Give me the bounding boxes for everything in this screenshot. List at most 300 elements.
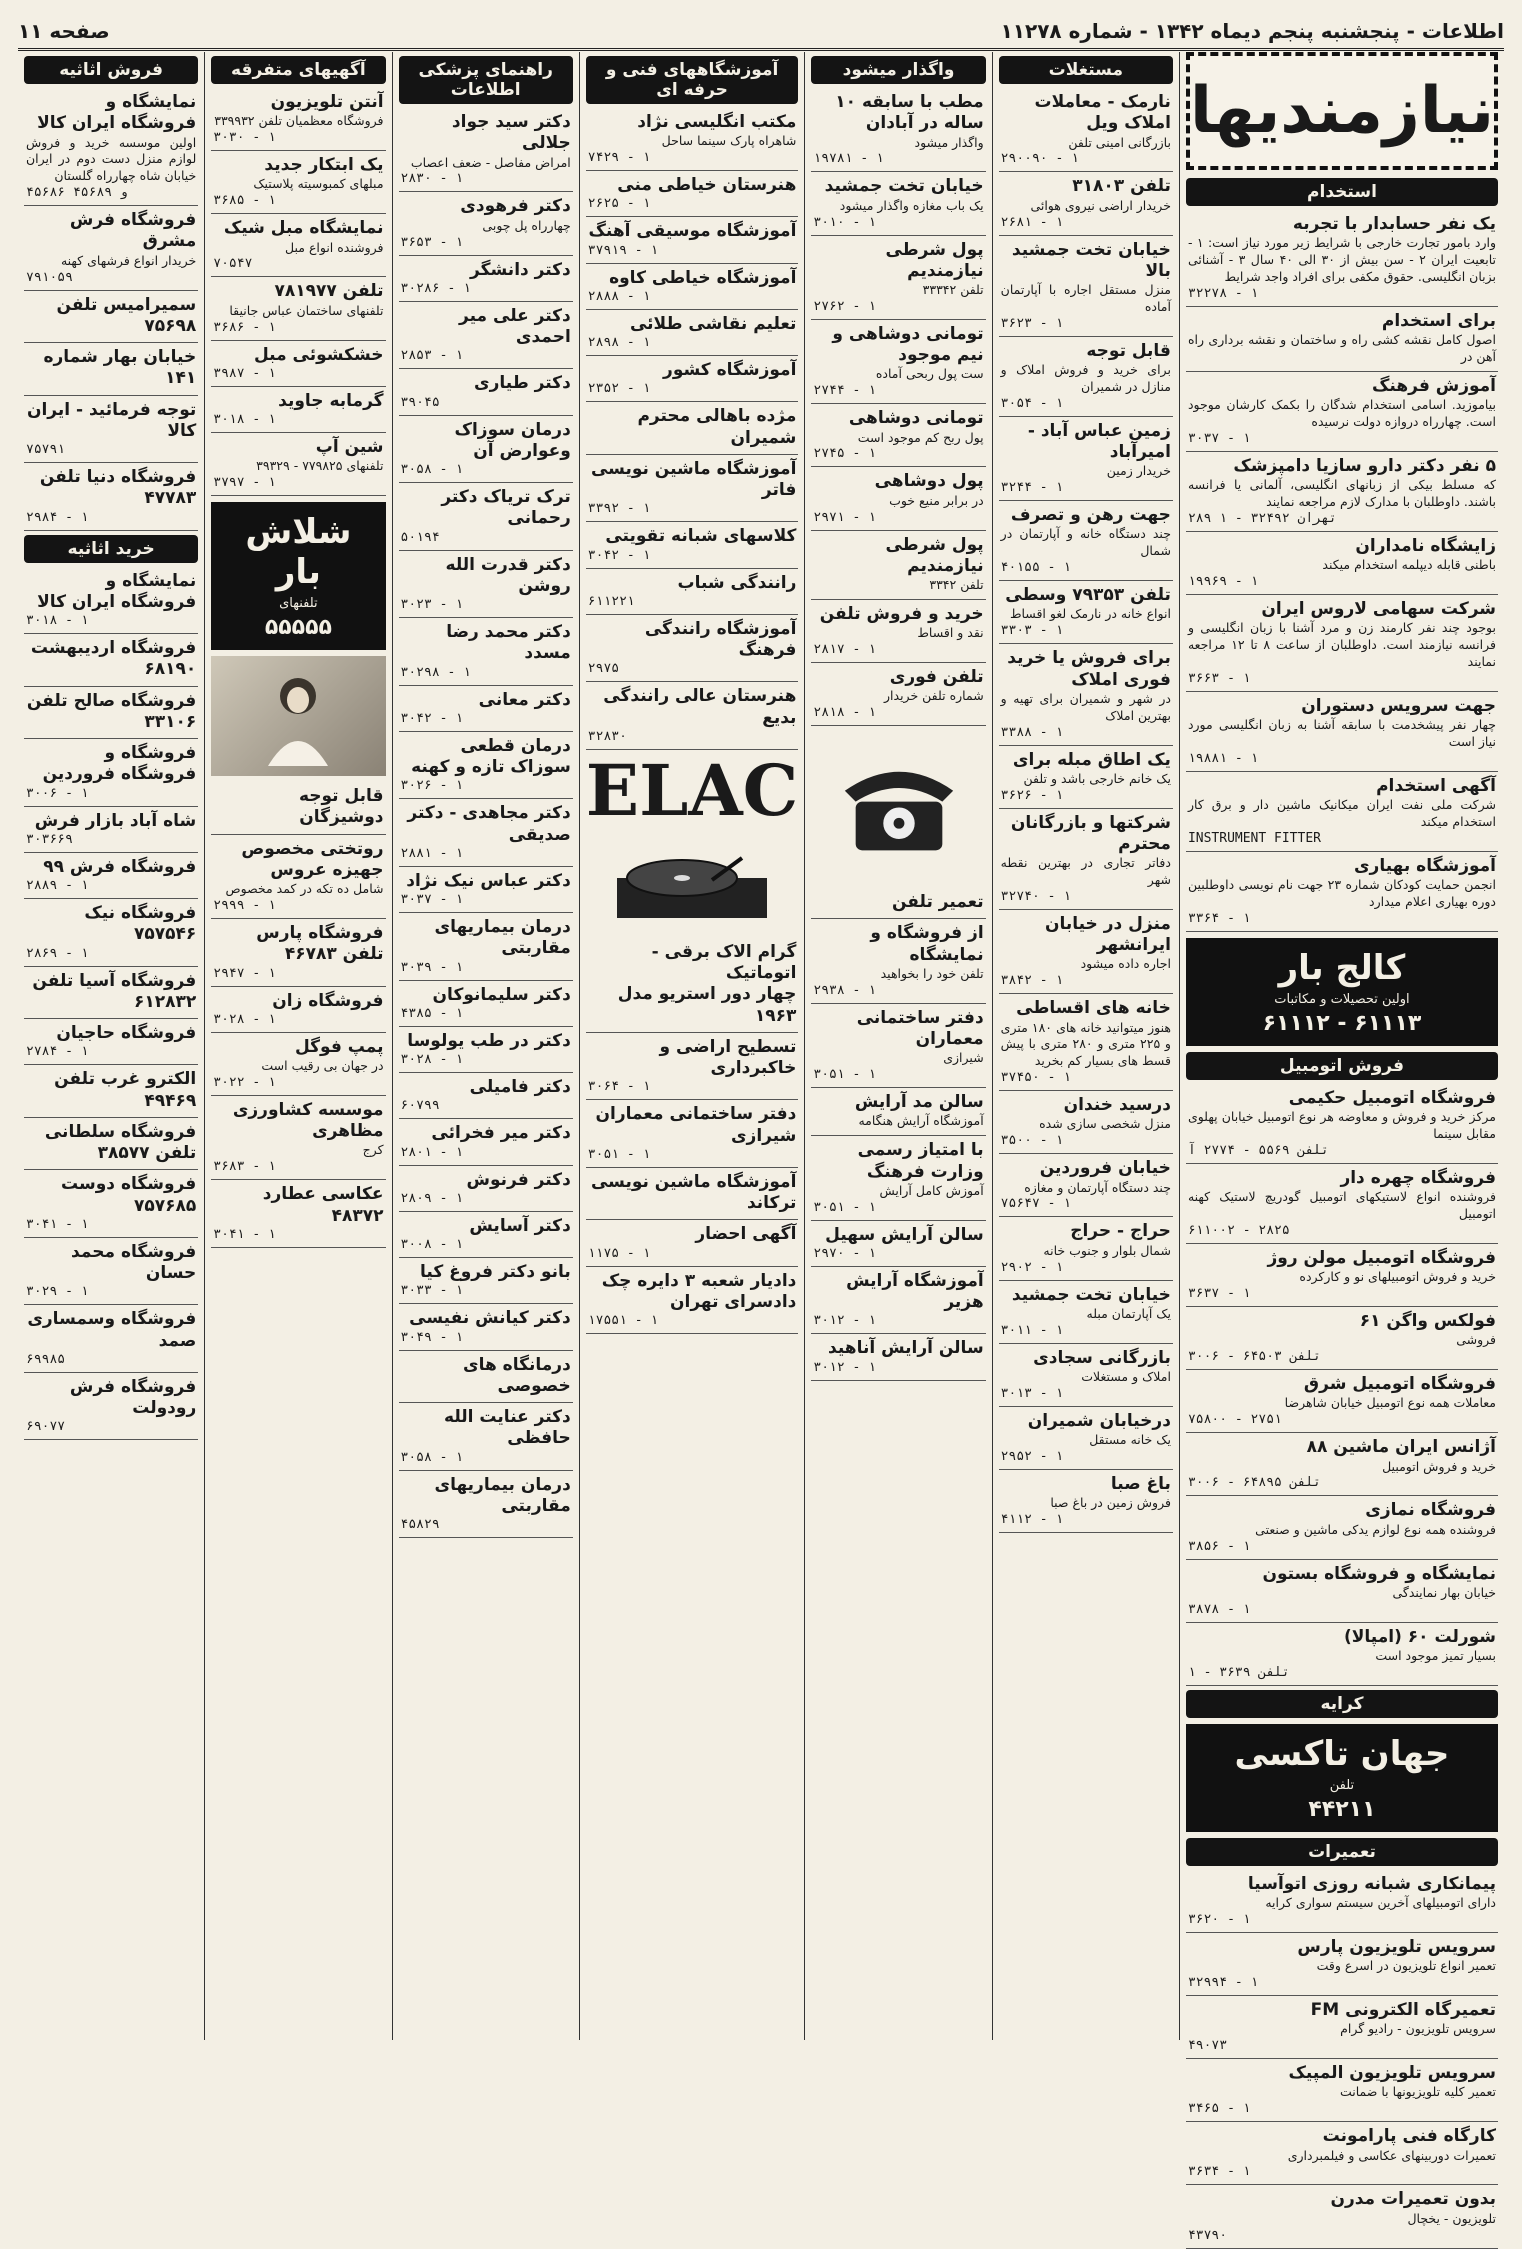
ad-body: مبلهای کمبوسیته پلاستیک	[253, 176, 384, 192]
ad-phone: ۲۹۵۲ - ۱	[1000, 1448, 1064, 1464]
ad-title: سمیرامیس تلفن ۷۵۶۹۸	[56, 294, 197, 336]
ad-phone: ۳۰۲۲ - ۱	[213, 1074, 276, 1090]
ad-body: خریدار اراضی نیروی هوائی	[1030, 197, 1171, 213]
classified-ad	[811, 1004, 985, 1088]
ad-phone: ۲۸۱۷ - ۱	[813, 642, 877, 657]
ad-title: تومانی دوشاهی و نیم موجود	[832, 323, 984, 366]
ad-title: فروشگاه اردیبهشت ۶۸۱۹۰	[30, 638, 197, 680]
ad-phone: تلفن ۵۵۶۹ - ۲۷۷۴ آ	[1187, 1142, 1329, 1158]
classified-ad	[399, 686, 573, 732]
ad-title: قابل توجه	[1086, 340, 1171, 361]
classified-ad	[211, 387, 385, 433]
ad-phone: ۳۰۵۸ - ۱	[400, 462, 464, 477]
ad-phone: ۳۹۰۴۵	[400, 394, 440, 410]
classified-ad	[399, 108, 573, 192]
ad-title: پول شرطی نیازمندیم	[885, 534, 984, 576]
ad-phone: ۳۳۶۴ - ۱	[1187, 910, 1251, 926]
classified-ad	[1186, 1433, 1498, 1496]
classified-ad	[399, 369, 573, 415]
classified-ad	[586, 1220, 799, 1266]
classified-ad	[999, 1281, 1173, 1344]
ad-phone: ۱۹۷۸۱ - ۱	[813, 151, 884, 167]
column-7	[18, 52, 204, 2040]
ad-title: آنتن تلویزیون	[270, 92, 384, 112]
ad-title: آژانس ایران ماشین ۸۸	[1306, 1437, 1496, 1458]
classified-ad	[999, 236, 1173, 337]
ad-body: در جهان بی رقیب است	[261, 1058, 384, 1073]
classified-ad	[811, 531, 985, 600]
columns	[18, 52, 1504, 2243]
ad-title: دکتر عباس نیک نژاد	[406, 870, 571, 891]
classified-ad	[999, 1154, 1173, 1217]
classified-ad	[999, 910, 1173, 994]
ad-title: دکتر قدرت الله روشن	[445, 554, 571, 596]
classified-ad	[399, 551, 573, 619]
ad-title: هنرستان خیاطی منی	[617, 175, 797, 196]
classified-ad	[811, 320, 985, 404]
classified-ad	[1186, 307, 1498, 372]
ad-title: عکاسی عطارد ۴۸۳۷۲	[262, 1184, 384, 1226]
ad-title: فروشگاه اتومبیل شرق	[1303, 1374, 1496, 1395]
classified-ad	[24, 807, 198, 853]
ad-phone: ۳۰۴۲ - ۱	[400, 710, 464, 726]
elac-logo: ELAC	[585, 748, 799, 832]
classified-ad	[999, 417, 1173, 501]
ad-title: خانه های اقساطی	[1016, 998, 1171, 1019]
box-ad-phone: ۶۱۱۱۳ - ۶۱۱۱۲	[1262, 1010, 1422, 1036]
ad-body: فروشگاه معظمیان تلفن ۳۳۹۹۳۲	[214, 113, 384, 129]
ad-phone: ۳۲۹۹۴ - ۱	[1187, 1975, 1259, 1990]
ad-phone: ۲۹۹۹ - ۱	[213, 898, 276, 913]
ad-phone: ۳۰۵۸ - ۱	[400, 1449, 464, 1465]
ad-body: یک خانم خارجی باشد و تلفن	[1023, 770, 1171, 786]
ad-title: آموزشگاه ماشین نویسی فاتر	[590, 458, 797, 501]
ad-phone: ۷۹۱۰۵۹	[26, 269, 73, 285]
ad-phone: ۳۶۳۷ - ۱	[1187, 1286, 1251, 1301]
ad-title: دکتر علی میر احمدی	[459, 305, 571, 347]
ad-phone: ۳۰۲۶ - ۱	[400, 778, 464, 794]
section-banner: کرایه	[1186, 1690, 1498, 1718]
page-header	[18, 14, 1504, 51]
ad-phone: ۳۰۳۰ - ۱	[213, 130, 276, 146]
ad-title: جهت سرویس دستوران	[1301, 695, 1496, 716]
classified-ad	[811, 919, 985, 1003]
ad-body: تعمیر کلیه تلویزیونها با ضمانت	[1340, 2084, 1496, 2100]
ad-phone: ۷۵۸۰۰ - ۲۷۵۱	[1187, 1412, 1282, 1428]
ad-body: شمال بلوار و جنوب خانه	[1043, 1242, 1171, 1258]
ad-title: پیمانکاری شبانه روزی اتوآسیا	[1247, 1873, 1496, 1894]
classified-ad	[399, 913, 573, 981]
telephone-illustration	[811, 732, 985, 882]
ad-title: یک اطاق مبله برای	[1012, 749, 1171, 770]
ad-phone: ۳۰۰۸ - ۱	[400, 1237, 464, 1252]
classified-ad	[999, 581, 1173, 644]
ad-phone: ۴۳۸۵ - ۱	[400, 1005, 464, 1021]
classified-ad	[24, 739, 198, 807]
ad-title: دکتر آسایش	[469, 1215, 571, 1236]
ad-phone: ۶۹۰۷۷	[26, 1419, 66, 1435]
classified-ad	[1186, 1623, 1498, 1686]
classified-ad	[586, 1168, 799, 1221]
ad-phone: ۲۷۶۲ - ۱	[813, 298, 877, 314]
ad-title: آموزشگاه ماشین نویسی ترکاند	[590, 1171, 797, 1214]
classified-ad	[24, 853, 198, 899]
ad-phone: ۳۸۷۸ - ۱	[1187, 1601, 1251, 1617]
ad-title: دکتر میر فخرائی	[431, 1123, 571, 1144]
classified-ad	[399, 1351, 573, 1404]
ad-body: خریدار زمین	[1106, 463, 1171, 479]
ad-phone: ۳۰۵۱ - ۱	[813, 1067, 877, 1083]
classified-ad	[399, 1166, 573, 1212]
ad-title: فروشگاه محمد حسان	[71, 1241, 197, 1283]
ad-title: مطب با سابقه ۱۰ ساله در آبادان	[835, 92, 984, 134]
ad-body: فروشی	[1456, 1332, 1496, 1348]
ad-title: سالن آرایش آناهید	[828, 1338, 984, 1359]
ad-phone: ۲۹۷۵	[587, 661, 620, 677]
ad-phone: ۲۸۰۱ - ۱	[400, 1144, 464, 1160]
column-3	[804, 52, 991, 2040]
classified-ad	[586, 264, 799, 310]
classified-ad	[211, 987, 385, 1033]
ad-title: نمایشگاه و فروشگاه بستون	[1262, 1563, 1496, 1584]
ad-title: ۵ نفر دکتر دارو سازیا دامپزشک	[1233, 455, 1496, 476]
classified-ad	[211, 341, 385, 387]
ad-title: آگهی احضار	[695, 1224, 797, 1245]
classified-ad	[586, 455, 799, 523]
ad-title: گرمابه جاوید	[278, 390, 384, 411]
ad-phone: ۳۳۰۳ - ۱	[1000, 623, 1064, 639]
ad-title: دادیار شعبه ۳ دایره چک دادسرای تهران	[601, 1270, 797, 1312]
ad-title: فروشگاه اتومبیل مولن روژ	[1267, 1247, 1496, 1268]
classified-ad	[811, 1334, 985, 1380]
ad-title: درمان بیماریهای مقاربتی	[434, 917, 571, 959]
ad-body: خرید و فروش اتومبیل	[1382, 1458, 1496, 1474]
ad-title: فروشگاه دوست ۷۵۷۶۸۵	[61, 1174, 197, 1216]
ad-title: خیابان تخت جمشید	[824, 176, 984, 197]
ad-phone: ۲۸۰۹ - ۱	[400, 1190, 464, 1206]
ad-phone: ۳۵۰۰ - ۱	[1000, 1133, 1064, 1149]
column-4	[579, 52, 805, 2040]
ad-title: ترک تریاک دکتر رحمانی	[441, 487, 571, 529]
elac-line-2: چهار دور استریو مدل ۱۹۶۳	[617, 984, 797, 1026]
classified-ad	[999, 88, 1173, 172]
ad-body: وارد بامور تجارت خارجی با شرایط زیر مورد نیاز است: ۱ - تابعیت ایران ۲ - سن بیش از ۳۰ الی ۴۰ سال ۳ - آشنائی بزبان انگلیسی. حقوق مکفی برای افراد واجد شرایط	[1187, 235, 1497, 284]
ad-title: یک نفر حسابدار با تجربه	[1292, 214, 1496, 234]
classified-ad	[399, 981, 573, 1027]
box-ad-sub: تلفنهای	[279, 596, 318, 612]
classified-ad	[1186, 532, 1498, 595]
ad-title: نارمک - معاملات املاک ویل	[1034, 92, 1171, 134]
ad-title: فروشگاه فرش مشرق	[69, 210, 197, 252]
ad-body: معاملات همه نوع اتومبیل خیابان شاهرضا	[1284, 1395, 1496, 1411]
classified-ad	[24, 1238, 198, 1306]
ad-body: اصول کامل نقشه کشی راه و ساختمان و نقشه برداری راه آهن در	[1187, 332, 1496, 364]
classified-ad	[211, 919, 385, 987]
classified-ad	[24, 567, 198, 635]
ad-phone: ۳۲۷۴۰ - ۱	[1000, 888, 1072, 904]
classified-ad	[1186, 1870, 1498, 1933]
ad-body: منزل شخصی سازی شده	[1039, 1116, 1171, 1132]
ad-phone: ۵۰۱۹۴	[400, 529, 440, 545]
ad-phone: ۳۰۲۸ - ۱	[400, 1052, 464, 1067]
classified-ad	[211, 214, 385, 277]
ad-title: آموزشگاه بهیاری	[1353, 855, 1496, 876]
ad-body: سرویس تلویزیون - رادیو گرام	[1340, 2021, 1496, 2037]
ad-phone: ۳۶۲۰ - ۱	[1187, 1911, 1251, 1927]
ad-body: تلفن ۳۳۴۲	[929, 577, 984, 592]
classified-ad	[24, 1019, 198, 1065]
section-banner: مستغلات	[999, 56, 1173, 84]
ad-title: باغ صبا	[1110, 1473, 1171, 1494]
ad-phone: ۶۱۱۰۰۲ - ۲۸۲۵	[1187, 1222, 1290, 1238]
ad-title: تلفن ۳۱۸۰۳	[1072, 176, 1171, 197]
ad-phone: ۲۹۸۴ - ۱	[26, 509, 89, 525]
ad-phone: ۲۸۸۸ - ۱	[587, 288, 651, 304]
ad-title: درمانگاه های خصوصی	[463, 1354, 571, 1396]
ad-title: جهت رهن و تصرف	[1010, 505, 1171, 526]
classified-ad	[399, 1258, 573, 1304]
ad-body: تلفن ۳۳۳۴۲	[922, 282, 984, 297]
classified-ad	[24, 1305, 198, 1373]
ad-body: تعمیرات دوربینهای عکاسی و فیلمبرداری	[1287, 2147, 1496, 2163]
ad-body: بازرگانی امینی تلفن	[1068, 134, 1171, 150]
ad-title: فروشگاه فرش رودولت	[69, 1376, 197, 1418]
ad-phone: ۳۰۳۹ - ۱	[400, 959, 464, 975]
classified-ad	[999, 501, 1173, 581]
ad-phone: ۷۵۶۴۷ - ۱	[1000, 1196, 1072, 1212]
classified-ad	[999, 644, 1173, 745]
ad-phone: ۳۶۲۶ - ۱	[1000, 787, 1064, 803]
ad-phone: ۳۰۱۳ - ۱	[1000, 1385, 1064, 1401]
ad-title: فروشگاه صالح تلفن ۳۳۱۰۶	[26, 690, 197, 732]
ad-title: یک ابتکار جدید	[264, 155, 384, 176]
ad-body: تلفنهای ۷۷۹۸۲۵ - ۳۹۳۲۹	[256, 458, 384, 474]
ad-body: یک باب مغازه واگذار میشود	[839, 197, 984, 213]
section-banner: خرید اثاثیه	[24, 535, 198, 563]
ad-body: تلفن خود را بخواهید	[880, 965, 984, 981]
ad-title: دکتر فرهودی	[460, 196, 571, 217]
ad-title: دکتر محمد رضا مسدد	[446, 622, 571, 664]
classified-ad	[399, 1403, 573, 1471]
ad-body: نقد و اقساط	[917, 625, 984, 641]
ad-title: دکتر عنایت الله حافظی	[444, 1407, 571, 1449]
ad-phone: ۳۰۲۹۸ - ۱	[400, 664, 471, 680]
box-ad-sub: تلفن	[1329, 1777, 1355, 1793]
ad-title: درمان قطعی سوزاک تازه و کهنه	[411, 735, 571, 777]
ad-phone: ۳۷۹۱۹ - ۱	[587, 242, 659, 258]
ad-title: هنرستان عالی رانندگی بدیع	[603, 686, 797, 728]
classified-ad	[586, 1267, 799, 1335]
paper-info: اطلاعات - پنجشنبه پنجم دیماه ۱۳۴۲ - شماره ۱۱۲۷۸	[1000, 19, 1504, 43]
ad-phone: ۳۰۲۸ - ۱	[213, 1011, 276, 1027]
classified-ad	[811, 88, 985, 172]
ad-phone: ۳۷۴۵۰ - ۱	[1000, 1070, 1072, 1086]
ad-phone: ۴۳۷۹۰	[1187, 2227, 1228, 2243]
ad-phone: ۱۷۵۵۱ - ۱	[587, 1313, 659, 1329]
box-ad	[1186, 938, 1498, 1046]
classified-ad	[1186, 595, 1498, 692]
ad-title: شرکت سهامی لاروس ایران	[1261, 599, 1496, 619]
classified-ad	[1186, 1244, 1498, 1307]
ad-phone: ۳۰۰۶ - ۱	[26, 785, 89, 801]
ad-phone: ۳۰۲۹ - ۱	[26, 1284, 89, 1300]
classified-ad	[1186, 1560, 1498, 1623]
classified-ad	[999, 172, 1173, 235]
ad-body: آموزشگاه آرایش هنگامه	[858, 1113, 984, 1129]
ad-phone: ۲۹۰۲ - ۱	[1000, 1259, 1064, 1275]
ad-title: فروشگاه زان	[272, 990, 384, 1011]
ad-body: یک خانه مستقل	[1089, 1432, 1171, 1447]
classified-ad	[211, 1096, 385, 1180]
classified-ad	[211, 1180, 385, 1248]
ad-phone: ۲۹۷۱ - ۱	[813, 509, 877, 525]
ad-title: پمپ فوگل	[294, 1036, 384, 1057]
ad-title: پول شرطی نیازمندیم	[885, 239, 984, 281]
classified-ad	[399, 1304, 573, 1350]
classified-ad	[399, 867, 573, 913]
ad-body: امراض مفاصل - ضعف اعصاب	[410, 154, 571, 170]
ad-phone: ۳۰۱۰ - ۱	[813, 214, 877, 230]
classified-ad	[999, 746, 1173, 809]
ad-title: فروشگاه اتومبیل حکیمی	[1288, 1087, 1496, 1108]
ad-title: فروشگاه فرش ۹۹	[43, 856, 197, 877]
ad-body: دفاتر تجاری در بهترین نقطه شهر	[1000, 855, 1171, 887]
classified-ad	[586, 682, 799, 750]
classified-ad	[999, 337, 1173, 417]
classified-ad	[211, 151, 385, 214]
classified-ad	[399, 416, 573, 484]
ad-title: سرویس تلویزیون المپیک	[1288, 2063, 1496, 2084]
classified-ad	[399, 1073, 573, 1119]
ad-phone: ۳۰۳۳ - ۱	[400, 1283, 464, 1299]
classified-ad	[399, 483, 573, 551]
ad-phone: ۳۰۱۲ - ۱	[813, 1313, 877, 1329]
ad-title: فروشگاه آسیا تلفن ۶۱۲۸۳۲	[32, 970, 197, 1012]
classified-ad	[586, 1100, 799, 1168]
ad-title: زایشگاه نامداران	[1355, 535, 1496, 556]
ad-title: آموزشگاه موسیقی آهنگ	[588, 221, 797, 242]
section-banner: فروش اتومبیل	[1186, 1052, 1498, 1080]
ad-title: دفتر ساختمانی معماران	[856, 1007, 984, 1049]
ad-title: دکتر فرنوش	[466, 1169, 571, 1190]
ad-body: هنوز میتوانید خانه های ۱۸۰ متری و ۲۲۵ متری و ۲۸۰ متری با پیش قسط های بسیار کم بخرید	[1000, 1019, 1171, 1069]
ad-body: چهارراه پل چوبی	[482, 217, 571, 233]
classified-ad	[1186, 210, 1498, 307]
ad-title: سرویس تلویزیون پارس	[1297, 1936, 1496, 1957]
ad-title: مکتب انگلیسی نژاد	[637, 112, 797, 132]
ad-title: دکتر در طب یولوسا	[407, 1030, 571, 1051]
ad-title: حراج - حراج	[1070, 1221, 1171, 1242]
box-ad-title: جهان تاکسی	[1234, 1733, 1450, 1774]
classified-ad	[399, 1119, 573, 1165]
classified-ad	[24, 396, 198, 464]
ad-body: املاک و مستغلات	[1081, 1368, 1171, 1384]
classified-ad	[999, 809, 1173, 910]
classified-ad	[586, 217, 799, 263]
classified-ad	[1186, 1496, 1498, 1559]
ad-body: بیاموزید. اسامی استخدام شدگان را بکمک کارشان موجود است. چهارراه دروازه دولت نرسیده	[1187, 397, 1496, 429]
ad-title: دکتر کیانش نفیسی	[409, 1308, 571, 1329]
classified-ad	[586, 356, 799, 402]
ad-title: آموزشگاه خیاطی کاوه	[609, 267, 797, 288]
ad-phone: ۲۸۹ تهران ۳۲۴۹۲ - ۱	[1187, 510, 1337, 526]
ad-body: آموزش کامل آرایش	[879, 1182, 984, 1198]
classified-ad	[1186, 1084, 1498, 1164]
section-banner: راهنمای پزشکی اطلاعات	[399, 56, 573, 104]
classified-ad	[211, 782, 385, 835]
ad-phone: ۲۸۹۸ - ۱	[587, 335, 651, 351]
ad-title: برای فروش یا خرید فوری املاک	[1007, 648, 1171, 690]
ad-phone: ۳۶۲۳ - ۱	[1000, 315, 1064, 331]
classified-ad	[586, 171, 799, 217]
ad-phone: ۳۰۳۷ - ۱	[1187, 430, 1251, 446]
classified-ad	[586, 1033, 799, 1101]
ad-phone: ۲۸۶۹ - ۱	[26, 945, 89, 961]
classified-ad	[24, 463, 198, 531]
ad-title: آموزشگاه رانندگی فرهنگ	[644, 618, 797, 661]
ad-title: شرکتها و بازرگانان محترم	[1010, 812, 1171, 854]
ad-phone: ۳۰۴۹ - ۱	[400, 1329, 464, 1345]
box-ad-phone: ۵۵۵۵۵	[264, 615, 332, 641]
ad-body: خیابان بهار نمایندگی	[1392, 1584, 1496, 1600]
ad-phone: ۱۱۷۵ - ۱	[587, 1245, 651, 1261]
classified-ad	[24, 1170, 198, 1238]
ad-title: خرید و فروش تلفن	[819, 603, 984, 624]
ad-title: الکترو غرب تلفن ۴۹۴۶۹	[54, 1069, 197, 1111]
ad-title: تعمیرگاه الکترونی FM	[1310, 2000, 1496, 2020]
ad-phone: ۴۵۶۸۶ و ۴۵۶۸۹	[26, 185, 128, 201]
ad-title: فروشگاه نیک ۷۵۷۵۴۶	[84, 903, 197, 945]
ad-phone: ۲۹۰۰۹۰ - ۱	[1000, 151, 1079, 167]
classified-ad	[999, 1344, 1173, 1407]
section-banner: آموزشگاههای فنی و حرفه ای	[586, 56, 799, 104]
ad-title: رانندگی شباب	[677, 572, 797, 593]
classified-ad	[1186, 2122, 1498, 2185]
classified-ad	[24, 343, 198, 396]
ad-phone: ۳۶۸۳ - ۱	[213, 1159, 276, 1175]
classified-ad	[24, 967, 198, 1020]
ad-title: درسید خندان	[1063, 1095, 1171, 1116]
ad-body: فروشنده انواع مبل	[285, 239, 384, 255]
ad-title: توجه فرمائید - ایران کالا	[26, 399, 197, 441]
ad-phone: ۳۶۵۳ - ۱	[400, 234, 464, 250]
classified-ad	[1186, 852, 1498, 932]
ad-body: شماره تلفن خریدار	[884, 688, 984, 704]
ad-phone: ۲۹۳۸ - ۱	[813, 982, 877, 998]
box-ad-title: کالج بار	[1278, 947, 1406, 988]
ad-phone: ۳۰۴۲ - ۱	[587, 547, 651, 563]
ad-phone: ۱۹۸۸۱ - ۱	[1187, 750, 1259, 766]
ad-title: فروشگاه دنیا تلفن ۴۷۷۸۳	[39, 467, 197, 509]
ad-body: مرکز خرید و فروش و معاوضه هر نوع اتومبیل خیابان پهلوی مقابل سینما	[1187, 1109, 1496, 1141]
classified-ad	[586, 108, 799, 171]
ad-phone: ۳۰۴۱ - ۱	[213, 1226, 276, 1242]
ad-title: تعلیم نقاشی طلائی	[629, 313, 797, 334]
column-6	[204, 52, 391, 2040]
section-banner: آگهیهای متفرقه	[211, 56, 385, 84]
ad-phone: ۲۷۴۴ - ۱	[813, 383, 877, 399]
classified-ad	[999, 994, 1173, 1091]
ad-body: انجمن حمایت کودکان شماره ۲۳ جهت نام نویسی داوطلبین دوره بهیاری اعلام میدارد	[1187, 877, 1497, 909]
classified-ad	[24, 687, 198, 740]
ad-title: بازرگانی سجادی	[1033, 1347, 1171, 1368]
classified-ad	[211, 88, 385, 151]
ad-phone: ۳۸۴۲ - ۱	[1000, 973, 1064, 989]
ad-title: منزل در خیابان ایرانشهر	[1044, 913, 1171, 956]
ad-title: تلفن ۷۸۱۹۷۷	[274, 281, 384, 302]
ad-phone: ۴۹۰۷۳	[1187, 2038, 1228, 2054]
classified-ad	[811, 172, 985, 235]
